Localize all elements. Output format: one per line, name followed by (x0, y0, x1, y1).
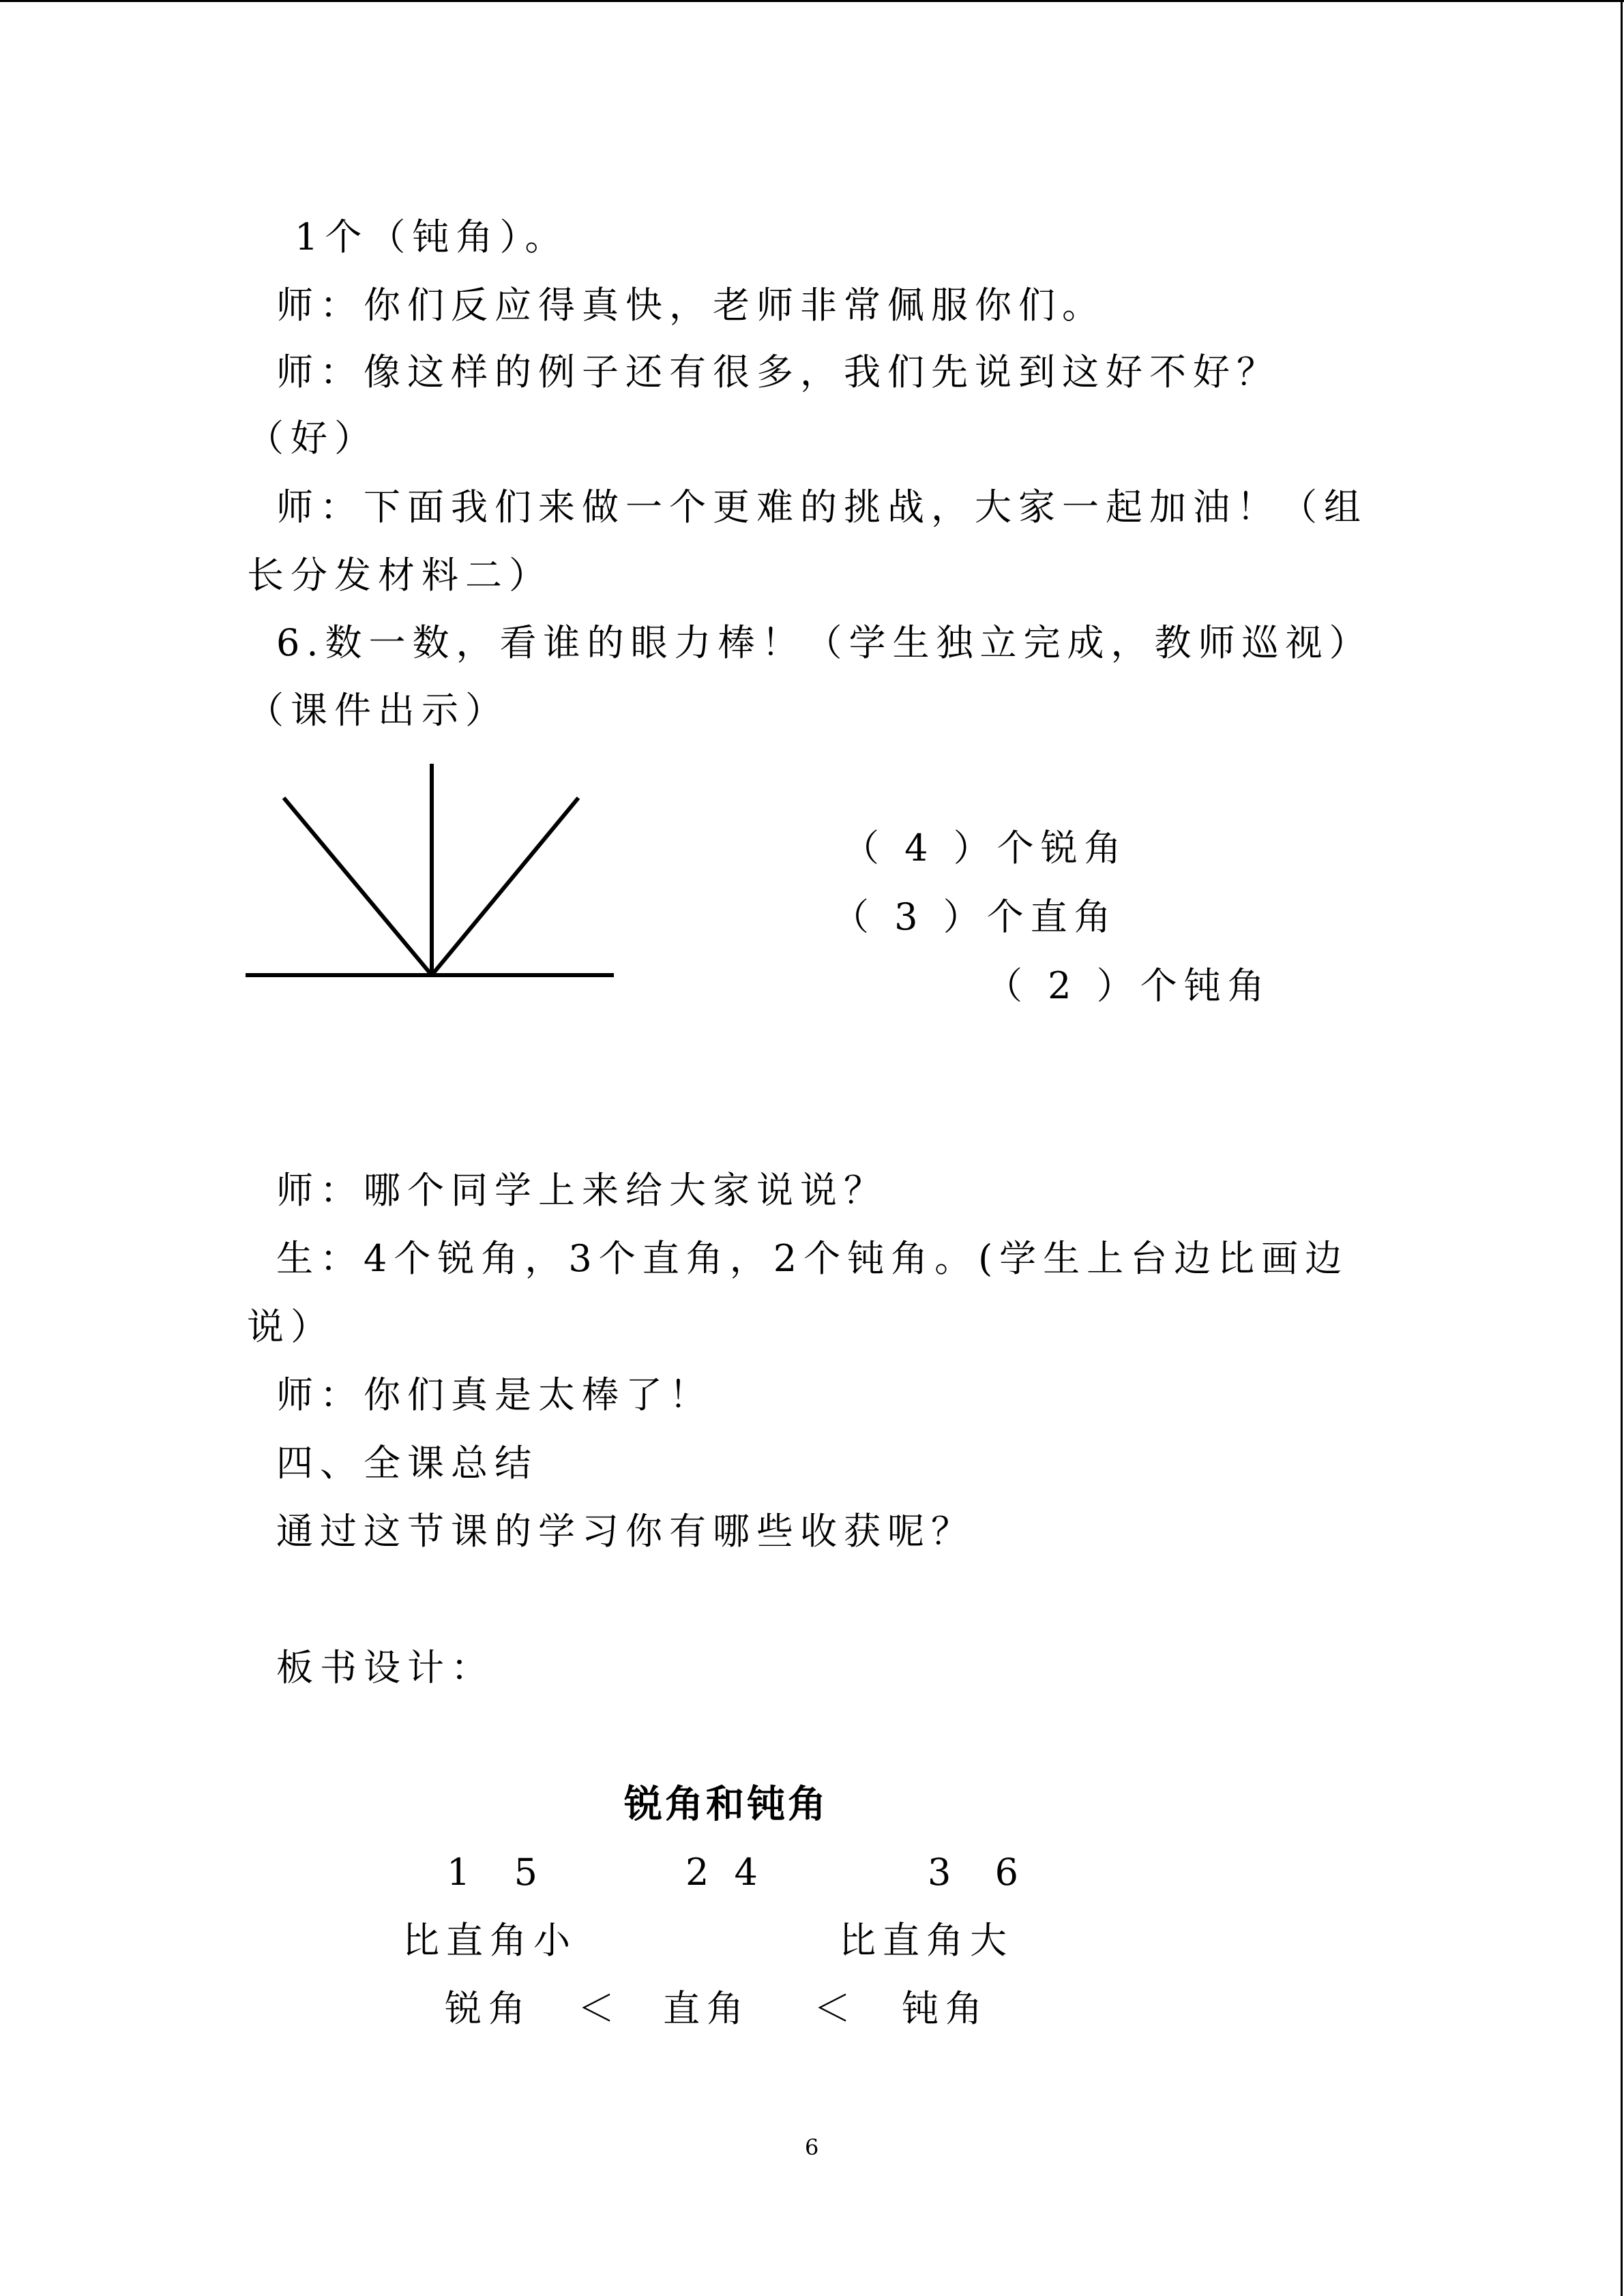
text-line-3: 师：像这样的例子还有很多，我们先说到这好不好？ (276, 351, 1280, 393)
discussion-line-6: 通过这节课的学习你有哪些收获呢？ (276, 1510, 975, 1553)
board-acute: 锐角 (445, 1987, 532, 2030)
discussion-line-3: 说） (247, 1305, 334, 1348)
text-line-7: 6.数一数，看谁的眼力棒！（学生独立完成，教师巡视） (276, 621, 1373, 664)
page-number: 6 (805, 2134, 819, 2160)
text-line-2: 师：你们反应得真快，老师非常佩服你们。 (276, 284, 1106, 327)
board-numbers-3: 3 6 (928, 1851, 1026, 1894)
text-line-6: 长分发材料二） (247, 554, 552, 597)
section-heading: 四、全课总结 (276, 1442, 538, 1485)
text-line-1: 1个（钝角）。 (295, 215, 569, 258)
board-less-than-2: ＜ (814, 1987, 857, 2030)
board-title: 锐角和钝角 (624, 1782, 829, 1827)
text-line-5: 师：下面我们来做一个更难的挑战，大家一起加油！（组 (276, 486, 1368, 528)
discussion-line-1: 师：哪个同学上来给大家说说？ (276, 1169, 887, 1212)
board-numbers-2: 2 4 (685, 1851, 765, 1894)
board-smaller-label: 比直角小 (402, 1919, 577, 1962)
right-ray (432, 798, 578, 975)
left-ray (284, 798, 432, 975)
right-border (1621, 0, 1623, 2296)
board-numbers-1: 1 5 (447, 1851, 545, 1894)
board-right: 直角 (663, 1987, 750, 2030)
board-larger-label: 比直角大 (839, 1919, 1014, 1962)
top-border (0, 0, 1624, 2)
answer-obtuse: （ 2 ）个钝角 (986, 964, 1271, 1007)
angle-figure (246, 757, 628, 996)
text-line-8: （课件出示） (247, 689, 509, 732)
answer-acute: （ 4 ）个锐角 (842, 826, 1128, 869)
answer-right: （ 3 ）个直角 (832, 895, 1118, 938)
board-design-label: 板书设计： (276, 1646, 494, 1689)
board-obtuse: 钝角 (902, 1987, 989, 2030)
board-less-than-1: ＜ (578, 1987, 621, 2030)
discussion-line-4: 师：你们真是太棒了！ (276, 1373, 713, 1416)
discussion-line-2: 生：4个锐角，3个直角，2个钝角。(学生上台边比画边 (276, 1237, 1349, 1280)
text-line-4: （好） (247, 417, 378, 460)
